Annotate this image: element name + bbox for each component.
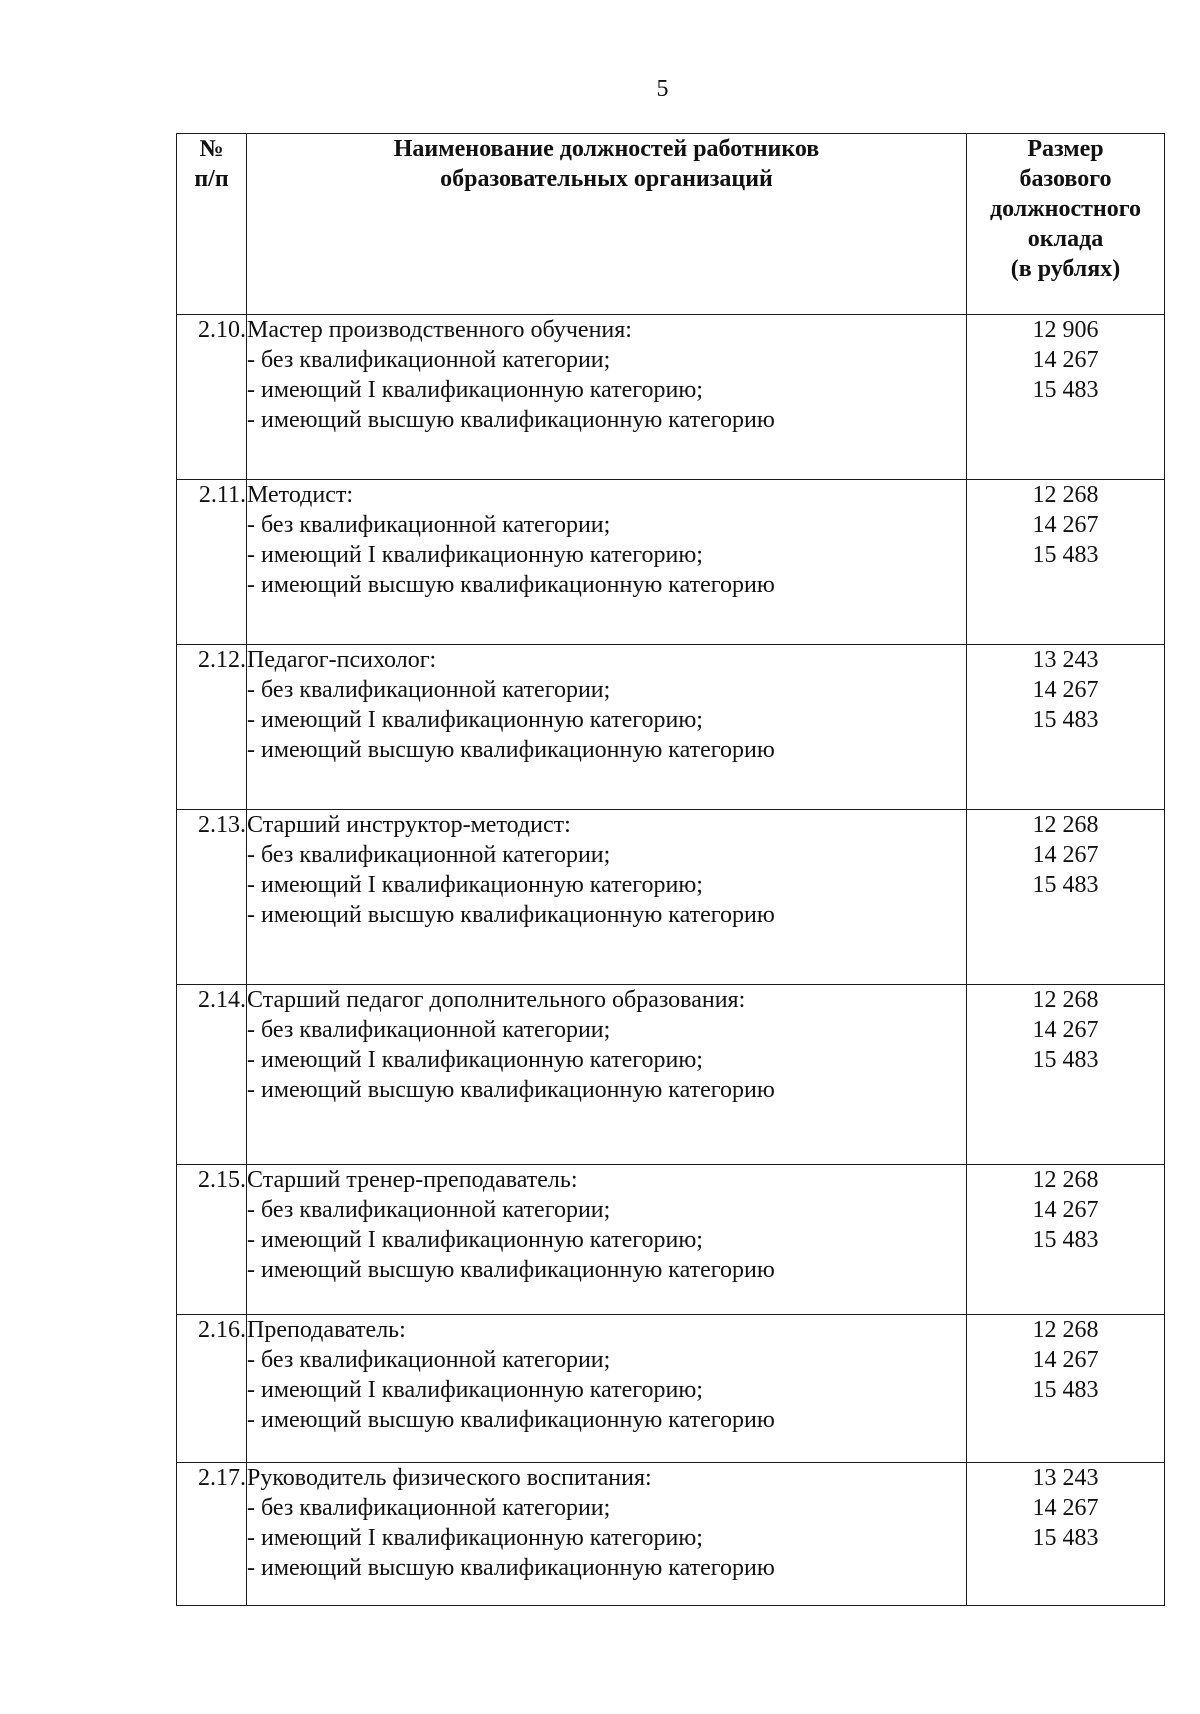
category-item: - имеющий высшую квалификационную категорию: [247, 1077, 775, 1103]
row-number: 2.11.: [177, 480, 247, 645]
position-title: Методист:: [247, 482, 354, 508]
category-item: - имеющий высшую квалификационную категорию: [247, 1407, 775, 1433]
table-row: [177, 810, 1165, 985]
salary-value: 15 483: [1032, 1227, 1099, 1253]
position-cell: [247, 645, 967, 810]
table-row: [177, 1165, 1165, 1315]
category-item: - имеющий I квалификационную категорию;: [247, 872, 703, 898]
category-item: - без квалификационной категории;: [247, 1347, 611, 1373]
header-num-line: п/п: [194, 166, 229, 192]
category-item: - имеющий I квалификационную категорию;: [247, 1377, 703, 1403]
table-row: [177, 480, 1165, 645]
position-cell: [247, 480, 967, 645]
category-item: - имеющий высшую квалификационную категорию: [247, 737, 775, 763]
category-item: - имеющий I квалификационную категорию;: [247, 1227, 703, 1253]
table-row: [177, 985, 1165, 1165]
table-row: [177, 645, 1165, 810]
category-item: - без квалификационной категории;: [247, 512, 611, 538]
header-salary-line: должностного: [989, 196, 1142, 222]
salary-value: 15 483: [1032, 377, 1099, 403]
category-item: - имеющий I квалификационную категорию;: [247, 1525, 703, 1551]
salary-value: 14 267: [1032, 677, 1099, 703]
salary-value: 14 267: [1032, 1197, 1099, 1223]
category-item: - имеющий I квалификационную категорию;: [247, 542, 703, 568]
salary-value: 12 906: [1032, 317, 1099, 343]
category-item: - имеющий высшую квалификационную категорию: [247, 407, 775, 433]
position-title: Педагог-психолог:: [247, 647, 437, 673]
row-number: 2.10.: [177, 315, 247, 480]
category-item: - имеющий высшую квалификационную категорию: [247, 1555, 775, 1581]
row-number: 2.16.: [177, 1315, 247, 1463]
position-cell: [247, 985, 967, 1165]
salary-value: 15 483: [1032, 872, 1099, 898]
header-salary-line: (в рублях): [1010, 256, 1121, 282]
header-salary-line: Размер: [1027, 136, 1104, 162]
page-number: 5: [656, 76, 669, 102]
category-item: - имеющий I квалификационную категорию;: [247, 707, 703, 733]
salary-value: 14 267: [1032, 842, 1099, 868]
salary-value: 12 268: [1032, 482, 1099, 508]
salary-value: 15 483: [1032, 1525, 1099, 1551]
salary-value: 12 268: [1032, 987, 1099, 1013]
salary-cell: [967, 1463, 1165, 1606]
category-item: - имеющий I квалификационную категорию;: [247, 377, 703, 403]
category-item: - имеющий I квалификационную категорию;: [247, 1047, 703, 1073]
position-cell: [247, 1463, 967, 1606]
salary-cell: [967, 1165, 1165, 1315]
header-position-column: [247, 134, 967, 315]
salary-value: 12 268: [1032, 1167, 1099, 1193]
salary-value: 13 243: [1032, 647, 1099, 673]
table-row: [177, 315, 1165, 480]
position-title: Мастер производственного обучения:: [247, 317, 632, 343]
salary-cell: [967, 315, 1165, 480]
category-item: - без квалификационной категории;: [247, 677, 611, 703]
position-cell: [247, 1315, 967, 1463]
header-num-line: №: [199, 136, 224, 162]
category-item: - без квалификационной категории;: [247, 1017, 611, 1043]
category-item: - без квалификационной категории;: [247, 842, 611, 868]
header-name-line: образовательных организаций: [440, 166, 773, 192]
salary-value: 15 483: [1032, 707, 1099, 733]
salary-value: 14 267: [1032, 347, 1099, 373]
header-number-column: [177, 134, 247, 315]
position-cell: [247, 810, 967, 985]
header-salary-line: базового: [1019, 166, 1112, 192]
salary-value: 14 267: [1032, 1017, 1099, 1043]
table-header-row: [177, 134, 1165, 315]
table-row: [177, 1315, 1165, 1463]
category-item: - без квалификационной категории;: [247, 347, 611, 373]
row-number: 2.14.: [177, 985, 247, 1165]
row-number: 2.13.: [177, 810, 247, 985]
salary-cell: [967, 985, 1165, 1165]
position-title: Старший педагог дополнительного образования:: [247, 987, 746, 1013]
header-salary-line: оклада: [1027, 226, 1104, 252]
position-title: Преподаватель:: [247, 1317, 406, 1343]
salary-cell: [967, 645, 1165, 810]
salary-value: 15 483: [1032, 1377, 1099, 1403]
row-number: 2.15.: [177, 1165, 247, 1315]
category-item: - имеющий высшую квалификационную категорию: [247, 572, 775, 598]
salary-cell: [967, 1315, 1165, 1463]
salary-value: 14 267: [1032, 512, 1099, 538]
salary-cell: [967, 810, 1165, 985]
category-item: - без квалификационной категории;: [247, 1495, 611, 1521]
table-row: [177, 1463, 1165, 1606]
category-item: - имеющий высшую квалификационную категорию: [247, 1257, 775, 1283]
salary-value: 15 483: [1032, 542, 1099, 568]
row-number: 2.17.: [177, 1463, 247, 1606]
header-salary-column: [967, 134, 1165, 315]
salary-value: 15 483: [1032, 1047, 1099, 1073]
salary-value: 12 268: [1032, 1317, 1099, 1343]
row-number: 2.12.: [177, 645, 247, 810]
position-title: Старший тренер-преподаватель:: [247, 1167, 578, 1193]
header-name-line: Наименование должностей работников: [393, 136, 820, 162]
position-title: Руководитель физического воспитания:: [247, 1465, 652, 1491]
salary-value: 13 243: [1032, 1465, 1099, 1491]
category-item: - имеющий высшую квалификационную категорию: [247, 902, 775, 928]
salary-cell: [967, 480, 1165, 645]
salary-table: [176, 133, 1165, 1606]
category-item: - без квалификационной категории;: [247, 1197, 611, 1223]
salary-value: 14 267: [1032, 1347, 1099, 1373]
salary-value: 14 267: [1032, 1495, 1099, 1521]
position-cell: [247, 315, 967, 480]
position-cell: [247, 1165, 967, 1315]
position-title: Старший инструктор-методист:: [247, 812, 571, 838]
salary-value: 12 268: [1032, 812, 1099, 838]
